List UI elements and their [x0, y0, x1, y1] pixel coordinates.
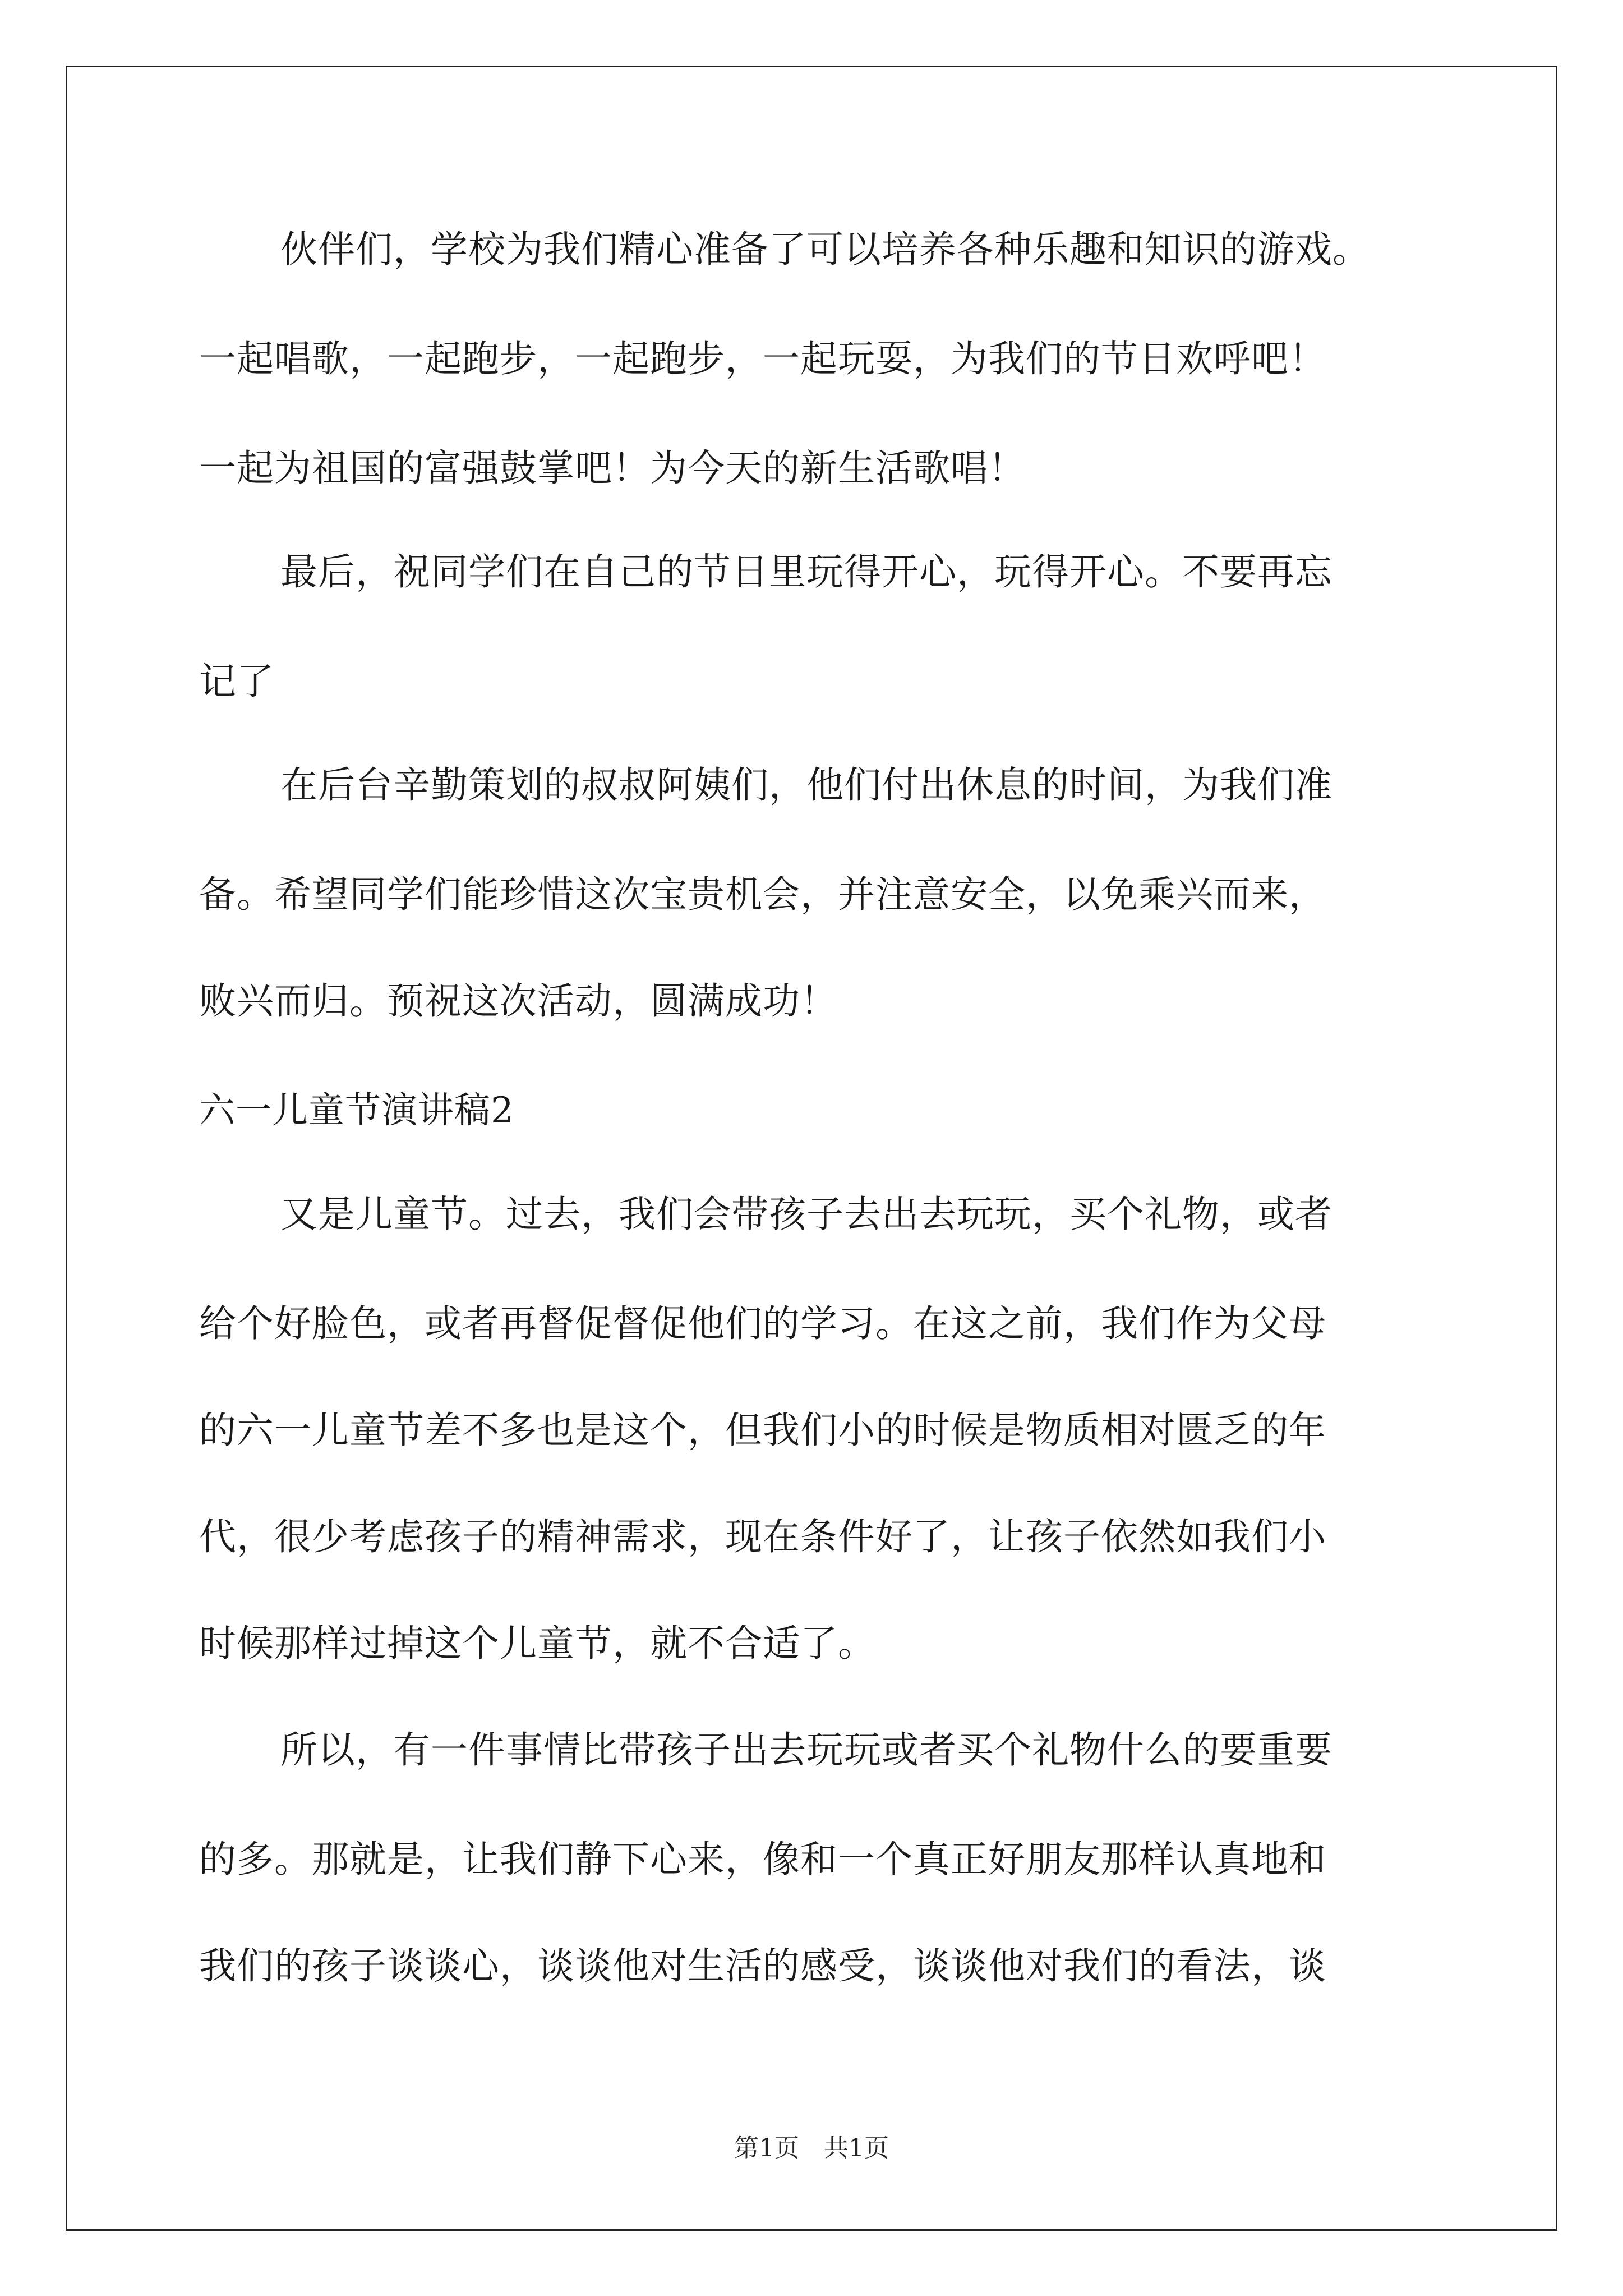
paragraph-line: 又是儿童节。过去，我们会带孩子去出去玩玩，买个礼物，或者 — [280, 1193, 1332, 1236]
paragraph-line: 败兴而归。预祝这次活动，圆满成功！ — [199, 979, 838, 1023]
paragraph-line: 伙伴们，学校为我们精心准备了可以培养各种乐趣和知识的游戏。 — [280, 228, 1370, 271]
paragraph-line: 所以，有一件事情比带孩子出去玩玩或者买个礼物什么的要重要 — [280, 1728, 1332, 1772]
paragraph-line: 一起为祖国的富强鼓掌吧！为今天的新生活歌唱！ — [199, 447, 1026, 490]
paragraph-line: 时候那样过掉这个儿童节，就不合适了。 — [199, 1622, 875, 1665]
paragraph-line: 的多。那就是，让我们静下心来，像和一个真正好朋友那样认真地和 — [199, 1838, 1326, 1881]
page-footer: 第1页 共1页 — [734, 2134, 889, 2162]
paragraph-line: 最后，祝同学们在自己的节日里玩得开心，玩得开心。不要再忘 — [280, 550, 1332, 593]
paragraph-line: 的六一儿童节差不多也是这个，但我们小的时候是物质相对匮乏的年 — [199, 1409, 1326, 1452]
paragraph-line: 在后台辛勤策划的叔叔阿姨们，他们付出休息的时间，为我们准 — [280, 763, 1332, 807]
paragraph-line: 备。希望同学们能珍惜这次宝贵机会，并注意安全，以免乘兴而来， — [199, 873, 1326, 916]
paragraph-line: 一起唱歌，一起跑步，一起跑步，一起玩耍，为我们的节日欢呼吧！ — [199, 337, 1326, 380]
paragraph-line: 我们的孩子谈谈心，谈谈他对生活的感受，谈谈他对我们的看法，谈 — [199, 1944, 1326, 1987]
section-heading: 六一儿童节演讲稿2 — [199, 1090, 514, 1131]
page-border — [66, 66, 1557, 2231]
paragraph-line: 记了 — [199, 660, 274, 703]
paragraph-line: 给个好脸色，或者再督促督促他们的学习。在这之前，我们作为父母 — [199, 1302, 1326, 1345]
paragraph-line: 代，很少考虑孩子的精神需求，现在条件好了，让孩子依然如我们小 — [199, 1515, 1326, 1558]
